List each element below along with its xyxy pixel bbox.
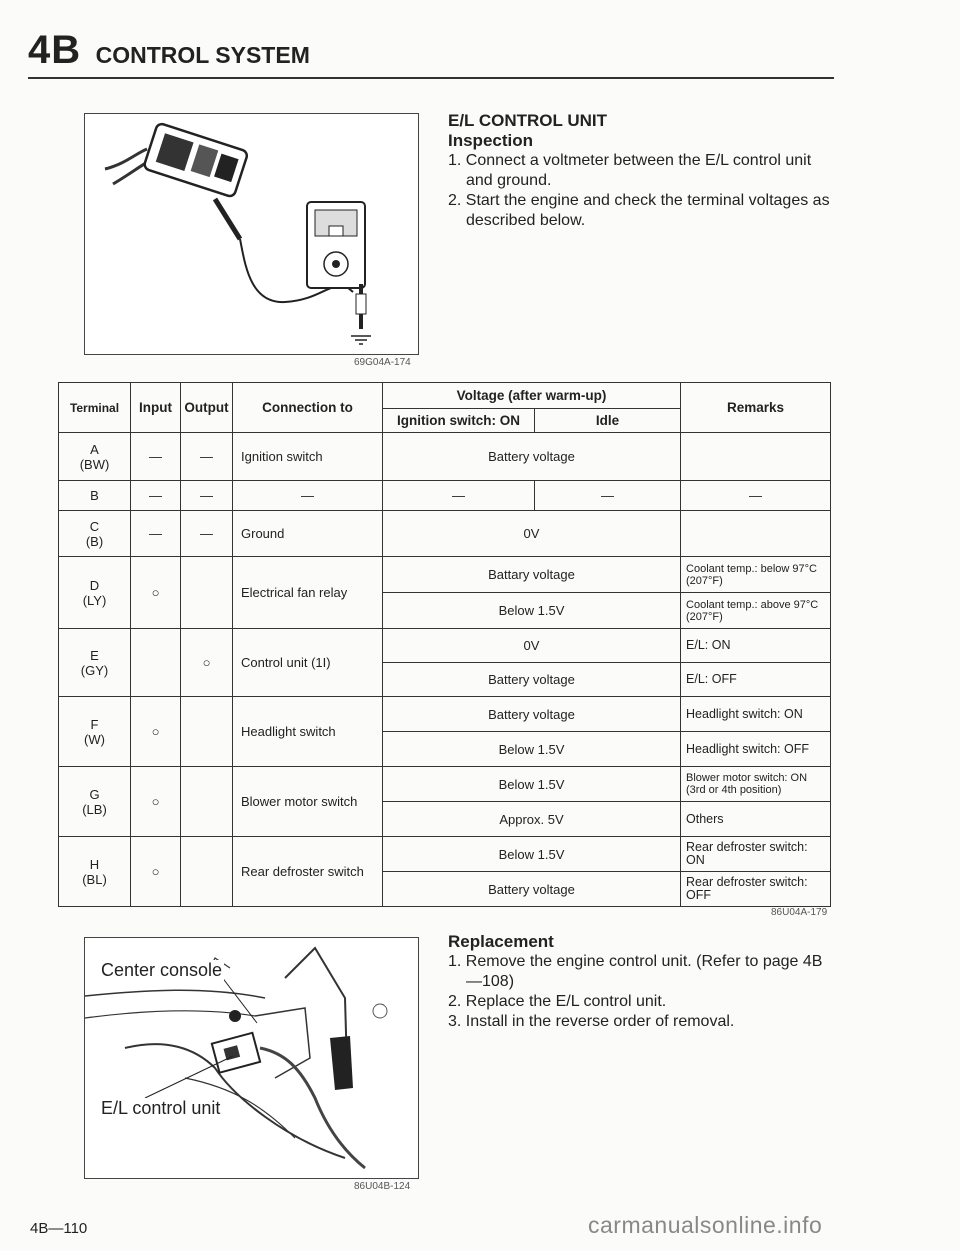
header-divider <box>28 77 834 79</box>
table-row <box>59 433 831 481</box>
header-idle: Idle <box>535 409 681 433</box>
replacement-step: 3. Install in the reverse order of removal. <box>448 1013 735 1030</box>
input-cell: — <box>131 481 181 511</box>
voltage-cell: Below 1.5V <box>383 732 681 767</box>
header-output: Output <box>181 383 233 433</box>
idle-voltage-cell: — <box>535 481 681 511</box>
input-cell: ○ <box>131 767 181 837</box>
figure1-caption: 69G04A-174 <box>354 357 411 368</box>
voltage-cell: Battery voltage <box>383 663 681 697</box>
table-caption: 86U04A-179 <box>771 907 828 918</box>
voltmeter-drawing <box>85 114 418 354</box>
voltage-cell: 0V <box>383 629 681 663</box>
terminal-cell: F (W) <box>59 697 131 767</box>
inspection-subheading: Inspection <box>448 131 534 150</box>
replacement-step: 2. Replace the E/L control unit. <box>448 993 667 1010</box>
terminal-cell: C (B) <box>59 511 131 557</box>
input-cell: — <box>131 511 181 557</box>
header-voltage: Voltage (after warm-up) <box>383 383 681 409</box>
voltage-cell: Battery voltage <box>383 697 681 732</box>
remarks-cell: Coolant temp.: below 97°C (207°F) <box>681 557 831 593</box>
table-row <box>59 511 831 557</box>
page-header <box>28 28 310 73</box>
output-cell: — <box>181 511 233 557</box>
remarks-cell: Coolant temp.: above 97°C (207°F) <box>681 593 831 629</box>
remarks-cell: E/L: ON <box>681 629 831 663</box>
header-terminal: Terminal <box>59 383 131 433</box>
watermark: carmanualsonline.info <box>588 1212 823 1238</box>
connection-cell: Rear defroster switch <box>233 837 383 907</box>
el-control-unit-label: E/L control unit <box>101 1098 221 1118</box>
voltage-cell: Below 1.5V <box>383 593 681 629</box>
connection-cell: Blower motor switch <box>233 767 383 837</box>
input-cell <box>131 629 181 697</box>
voltage-cell: Below 1.5V <box>383 767 681 802</box>
terminal-cell: A (BW) <box>59 433 131 481</box>
voltage-cell: 0V <box>383 511 681 557</box>
table-row <box>59 837 831 872</box>
output-cell <box>181 767 233 837</box>
remarks-cell: Headlight switch: OFF <box>681 732 831 767</box>
output-cell: ○ <box>181 629 233 697</box>
ignition-voltage-cell: — <box>383 481 535 511</box>
replacement-heading: Replacement <box>448 932 554 951</box>
connection-cell: Headlight switch <box>233 697 383 767</box>
header-ignition: Ignition switch: ON <box>383 409 535 433</box>
voltage-cell: Battery voltage <box>383 872 681 907</box>
output-cell <box>181 697 233 767</box>
inspection-section <box>448 111 838 231</box>
terminal-voltage-table <box>58 382 831 907</box>
voltage-cell: Battery voltage <box>383 433 681 481</box>
figure2-caption: 86U04B-124 <box>354 1181 411 1192</box>
remarks-cell: Headlight switch: ON <box>681 697 831 732</box>
remarks-cell: Rear defroster switch: OFF <box>681 872 831 907</box>
voltage-cell: Battary voltage <box>383 557 681 593</box>
remarks-cell <box>681 433 831 481</box>
remarks-cell: E/L: OFF <box>681 663 831 697</box>
remarks-cell: Rear defroster switch: ON <box>681 837 831 872</box>
voltage-cell: Below 1.5V <box>383 837 681 872</box>
connection-cell: Ignition switch <box>233 433 383 481</box>
remarks-cell: Others <box>681 802 831 837</box>
header-input: Input <box>131 383 181 433</box>
terminal-cell: B <box>59 481 131 511</box>
voltage-cell: Approx. 5V <box>383 802 681 837</box>
table-row <box>59 557 831 593</box>
inspection-step: 2. Start the engine and check the terminal voltages as described below. <box>448 192 830 229</box>
terminal-cell: E (GY) <box>59 629 131 697</box>
connection-cell: Ground <box>233 511 383 557</box>
page-number: 4B—110 <box>30 1220 88 1237</box>
output-cell <box>181 557 233 629</box>
output-cell: — <box>181 433 233 481</box>
inspection-heading: E/L CONTROL UNIT <box>448 111 607 130</box>
connection-cell: Electrical fan relay <box>233 557 383 629</box>
remarks-cell <box>681 511 831 557</box>
connection-cell: — <box>233 481 383 511</box>
input-cell: ○ <box>131 697 181 767</box>
replacement-step: 1. Remove the engine control unit. (Refer to page 4B—108) <box>448 953 823 990</box>
input-cell: — <box>131 433 181 481</box>
table-row <box>59 481 831 511</box>
table-row <box>59 629 831 663</box>
input-cell: ○ <box>131 557 181 629</box>
input-cell: ○ <box>131 837 181 907</box>
control-unit-location-illustration <box>84 937 419 1179</box>
center-console-label: Center console <box>101 960 223 980</box>
inspection-step: 1. Connect a voltmeter between the E/L control unit and ground. <box>448 152 812 189</box>
header-connection: Connection to <box>233 383 383 433</box>
section-code: 4B <box>28 28 82 72</box>
voltmeter-illustration <box>84 113 419 355</box>
terminal-cell: D (LY) <box>59 557 131 629</box>
terminal-cell: G (LB) <box>59 767 131 837</box>
section-title: CONTROL SYSTEM <box>95 42 310 68</box>
remarks-cell: — <box>681 481 831 511</box>
output-cell <box>181 837 233 907</box>
output-cell: — <box>181 481 233 511</box>
header-remarks: Remarks <box>681 383 831 433</box>
table-row <box>59 697 831 732</box>
connection-cell: Control unit (1I) <box>233 629 383 697</box>
terminal-cell: H (BL) <box>59 837 131 907</box>
table-row <box>59 767 831 802</box>
remarks-cell: Blower motor switch: ON (3rd or 4th position) <box>681 767 831 802</box>
replacement-section <box>448 932 838 1032</box>
